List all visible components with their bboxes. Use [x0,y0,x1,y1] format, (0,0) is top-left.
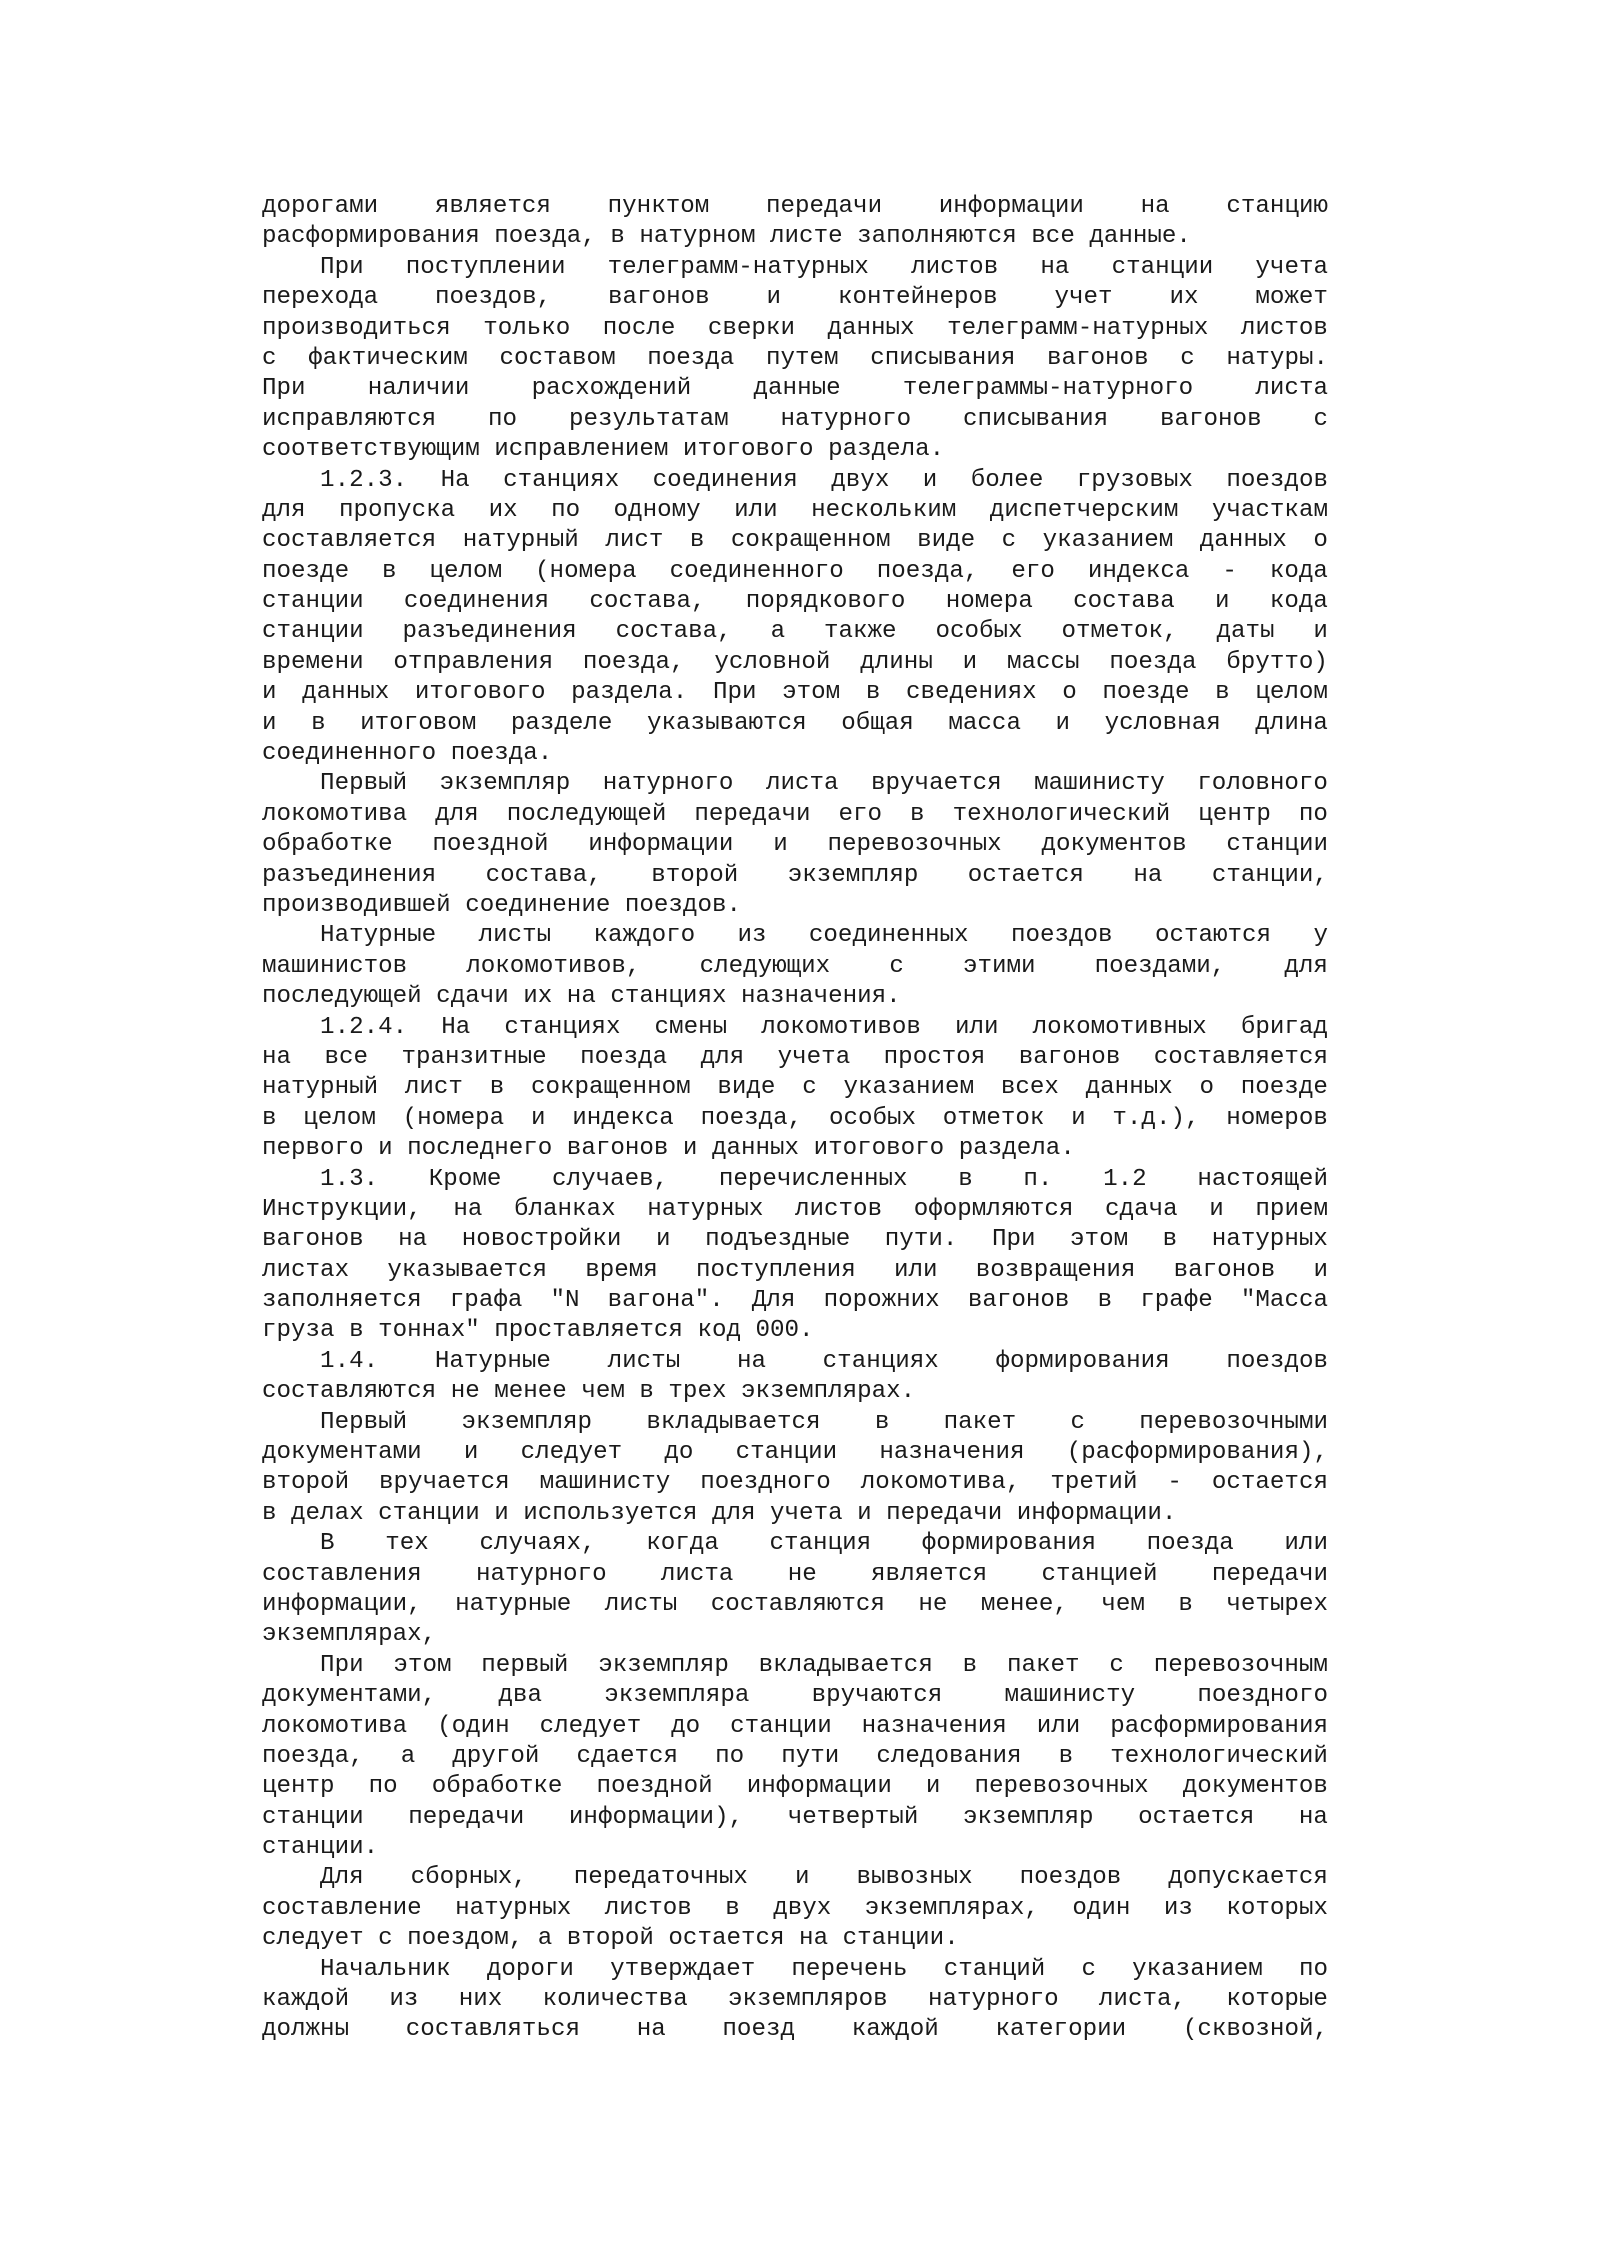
text-line: соединенного поезда. [262,740,553,768]
text-line: 1.2.3. На станциях соединения двух и более грузовых поездов [262,466,1328,494]
text-line: разъединения состава, второй экземпляр остается на станции, [262,861,1328,889]
text-line: исправляются по результатам натурного списывания вагонов с [262,405,1328,433]
document-body-text [262,192,1328,2046]
text-line: станции передачи информации), четвертый экземпляр остается на [262,1803,1328,1831]
text-line: документами, два экземпляра вручаются машинисту поездного [262,1682,1328,1710]
text-line: каждой из них количества экземпляров натурного листа, которые [262,1986,1328,2014]
text-line: Первый экземпляр натурного листа вручается машинисту головного [262,770,1328,798]
text-line: 1.4. Натурные листы на станциях формирования поездов [262,1347,1328,1375]
text-line: локомотива для последующей передачи его в технологический центр по [262,800,1328,828]
text-line: последующей сдачи их на станциях назначения. [262,983,901,1011]
text-line: 1.3. Кроме случаев, перечисленных в п. 1.2 настоящей [262,1165,1328,1193]
text-line: и в итоговом разделе указываются общая масса и условная длина [262,709,1328,737]
text-line: 1.2.4. На станциях смены локомотивов или локомотивных бригад [262,1013,1328,1041]
text-line: Начальник дороги утверждает перечень станций с указанием по [262,1955,1328,1983]
text-line: составления натурного листа не является станцией передачи [262,1560,1328,1588]
text-line: производившей соединение поездов. [262,891,741,919]
text-line: производиться только после сверки данных телеграмм-натурных листов [262,314,1328,342]
text-line: для пропуска их по одному или нескольким диспетчерским участкам [262,496,1328,524]
text-line: листах указывается время поступления или возвращения вагонов и [262,1256,1328,1284]
text-line: натурный лист в сокращенном виде с указанием всех данных о поезде [262,1074,1328,1102]
text-line: дорогами является пунктом передачи информации на станцию [262,193,1328,220]
text-line: составление натурных листов в двух экземплярах, один из которых [262,1894,1328,1922]
text-line: расформирования поезда, в натурном листе заполняются все данные. [262,223,1191,251]
text-line: следует с поездом, а второй остается на станции. [262,1925,959,1953]
text-line: Для сборных, передаточных и вывозных поездов допускается [262,1864,1328,1892]
text-line: перехода поездов, вагонов и контейнеров учет их может [262,284,1328,312]
text-line: времени отправления поезда, условной длины и массы поезда брутто) [262,648,1328,676]
text-line: соответствующим исправлением итогового раздела. [262,436,945,464]
text-line: При этом первый экземпляр вкладывается в пакет с перевозочным [262,1651,1328,1679]
text-line: машинистов локомотивов, следующих с этими поездами, для [262,952,1328,980]
text-line: станции разъединения состава, а также особых отметок, даты и [262,618,1328,646]
text-line: В тех случаях, когда станция формирования поезда или [262,1530,1328,1558]
text-line: При поступлении телеграмм-натурных листов на станции учета [262,253,1328,281]
text-line: Первый экземпляр вкладывается в пакет с перевозочными [262,1408,1328,1436]
text-line: Инструкции, на бланках натурных листов оформляются сдача и прием [262,1195,1328,1223]
text-line: второй вручается машинисту поездного локомотива, третий - остается [262,1469,1328,1497]
text-line: поезда, а другой сдается по пути следования в технологический [262,1742,1328,1770]
text-line: информации, натурные листы составляются не менее, чем в четырех [262,1590,1328,1618]
text-line: первого и последнего вагонов и данных итогового раздела. [262,1135,1075,1163]
text-line: и данных итогового раздела. При этом в сведениях о поезде в целом [262,679,1328,707]
text-line: на все транзитные поезда для учета простоя вагонов составляется [262,1043,1328,1071]
text-line: заполняется графа "N вагона". Для порожних вагонов в графе "Масса [262,1287,1328,1315]
text-line: Натурные листы каждого из соединенных поездов остаются у [262,922,1328,950]
text-line: При наличии расхождений данные телеграммы-натурного листа [262,375,1328,403]
text-line: локомотива (один следует до станции назначения или расформирования [262,1712,1328,1740]
text-line: составляется натурный лист в сокращенном виде с указанием данных о [262,527,1328,555]
text-line: документами и следует до станции назначения (расформирования), [262,1439,1328,1467]
text-line: экземплярах, [262,1621,437,1649]
text-line: в делах станции и используется для учета и передачи информации. [262,1499,1177,1527]
text-line: должны составляться на поезд каждой категории (сквозной, [262,2016,1328,2044]
text-line: обработке поездной информации и перевозочных документов станции [262,831,1328,859]
text-line: поезде в целом (номера соединенного поезда, его индекса - кода [262,557,1328,585]
text-line: в целом (номера и индекса поезда, особых отметок и т.д.), номеров [262,1104,1328,1132]
text-line: центр по обработке поездной информации и перевозочных документов [262,1773,1328,1801]
text-line: станции. [262,1834,379,1862]
text-line: составляются не менее чем в трех экземплярах. [262,1378,916,1406]
text-line: вагонов на новостройки и подъездные пути. При этом в натурных [262,1226,1328,1254]
text-line: с фактическим составом поезда путем списывания вагонов с натуры. [262,344,1328,372]
text-line: груза в тоннах" проставляется код 000. [262,1317,814,1345]
text-line: станции соединения состава, порядкового номера состава и кода [262,588,1328,616]
